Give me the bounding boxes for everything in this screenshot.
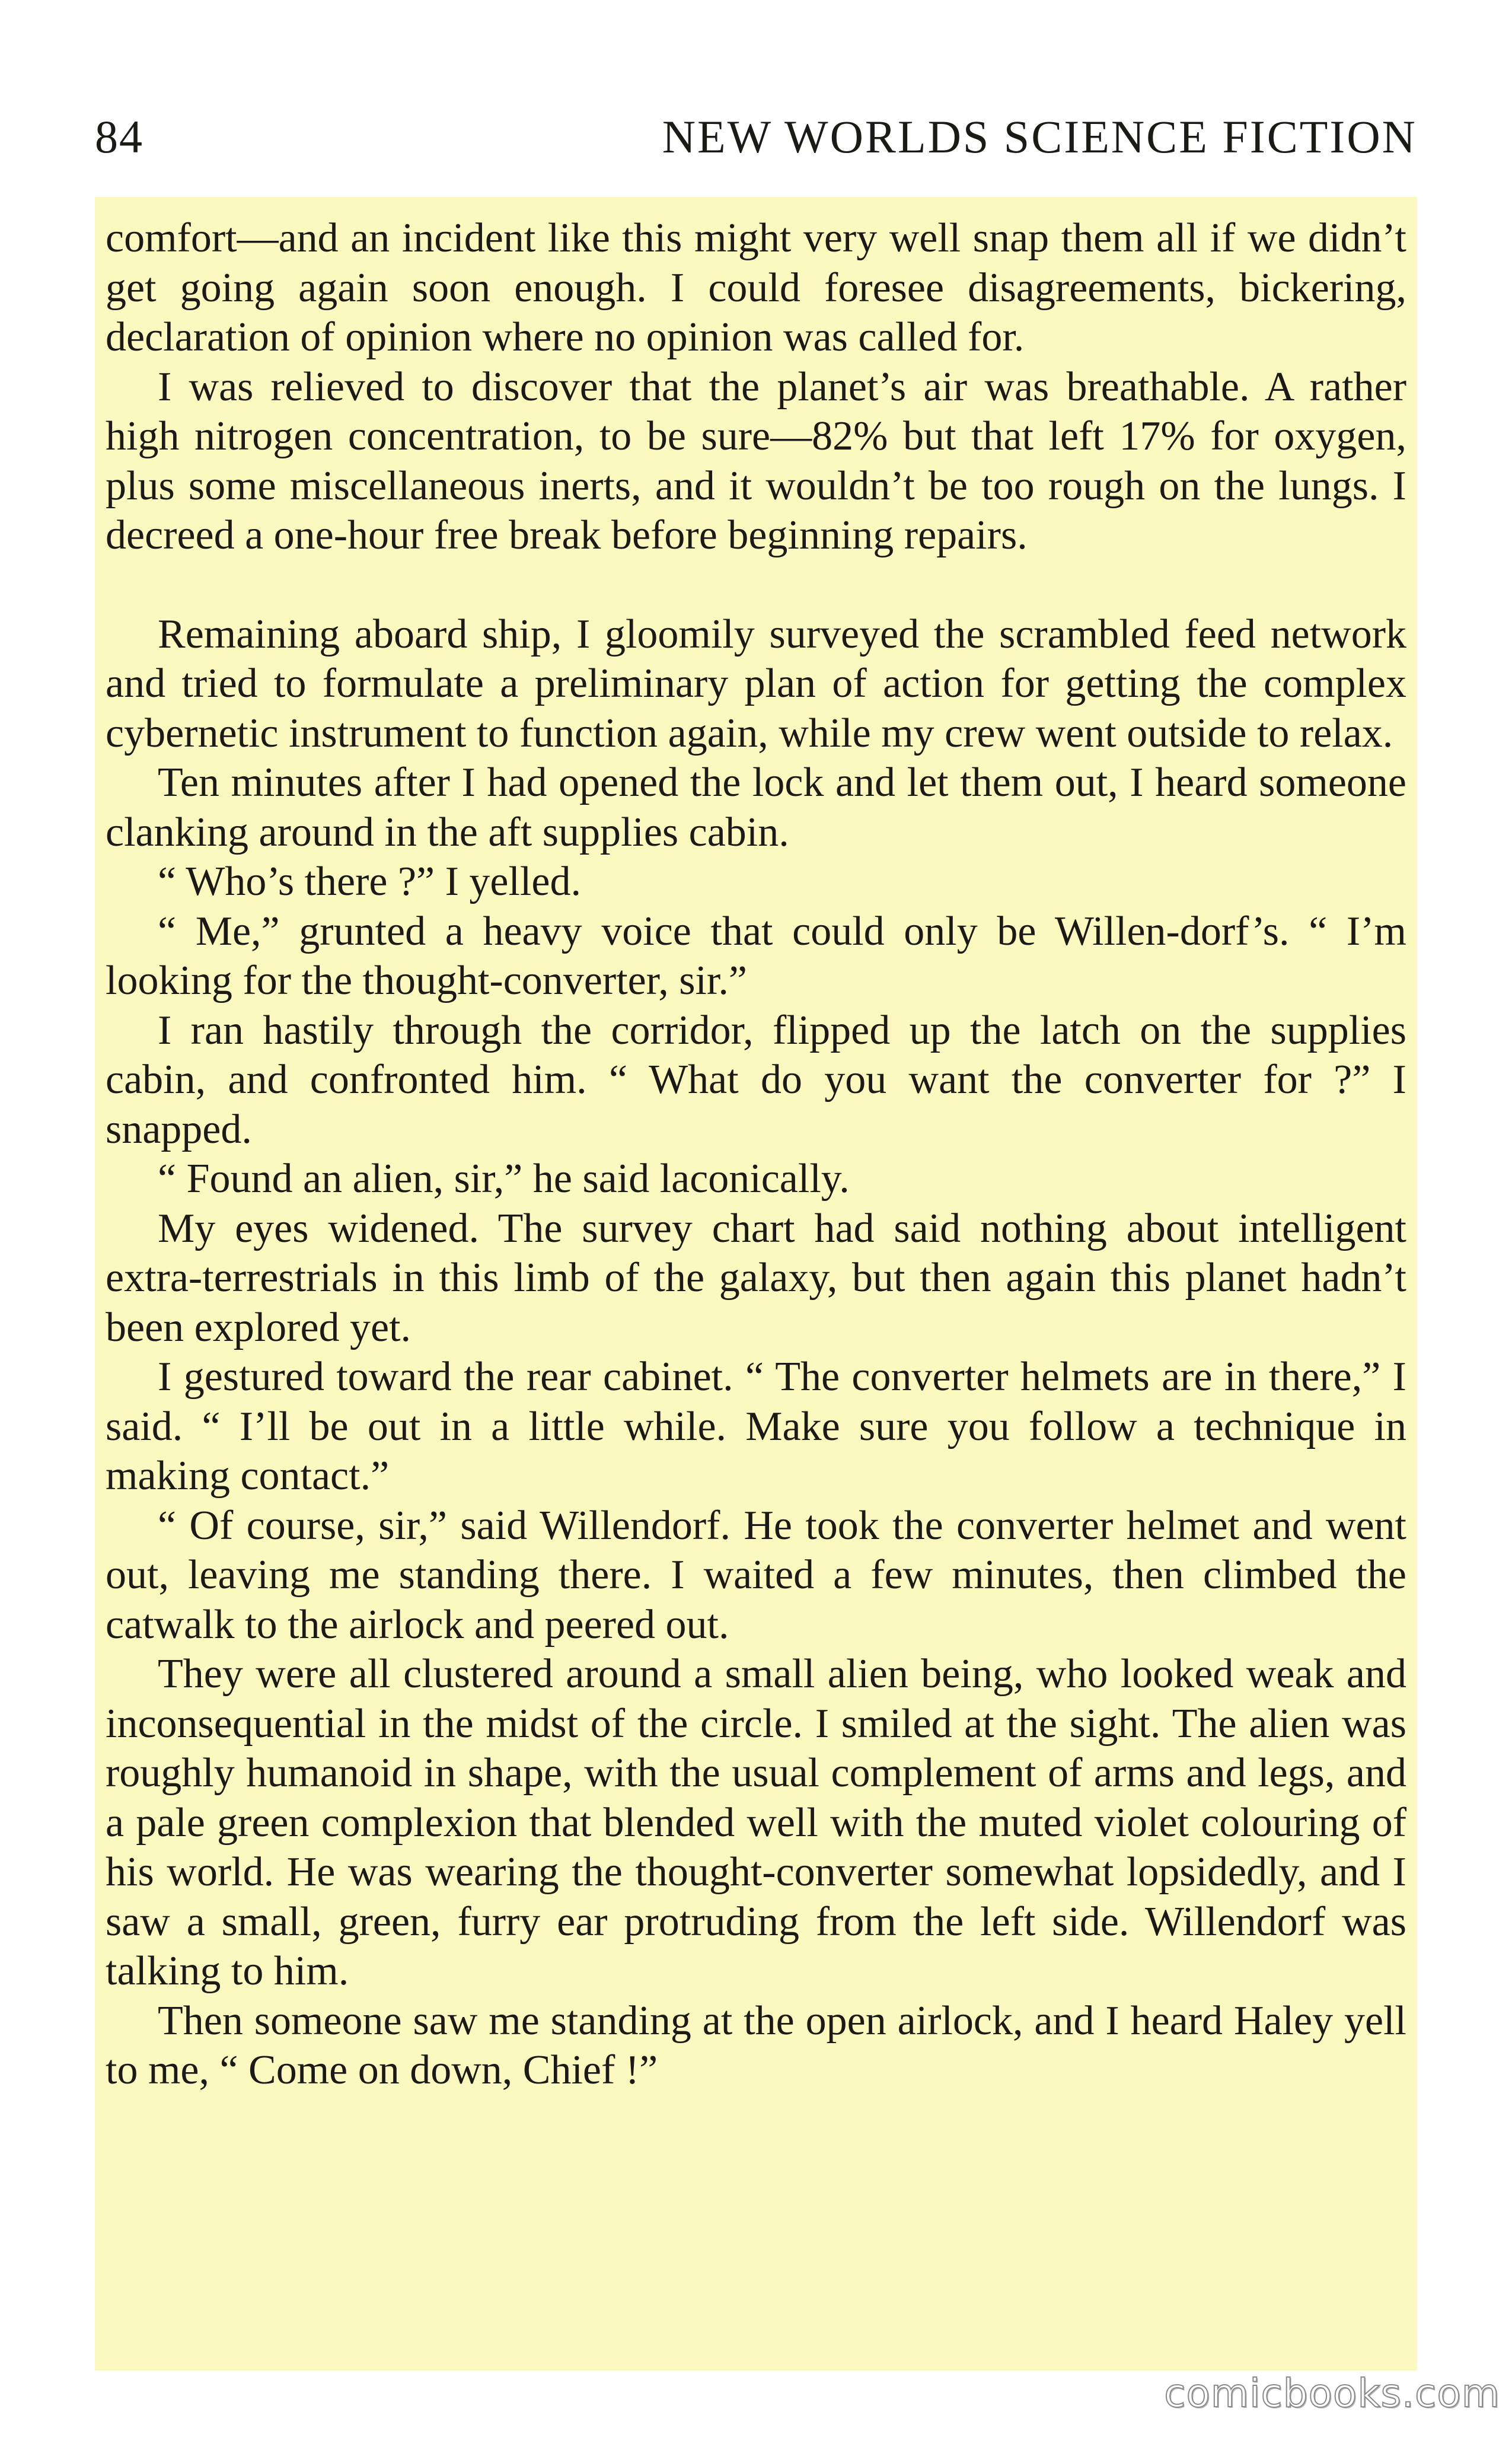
story-paragraph: comfort—and an incident like this might very well snap them all if we didn’t get going again soon enough. I could foresee disagreements, bickering, declaration of opinion where no opinion was called for. bbox=[106, 215, 1406, 360]
watermark-logo: comicbooks.com bbox=[1164, 2370, 1500, 2416]
story-paragraph: “ Who’s there ?” I yelled. bbox=[158, 859, 581, 904]
story-paragraph: “ Found an alien, sir,” he said laconically. bbox=[158, 1156, 850, 1202]
story-paragraph: My eyes widened. The survey chart had said nothing about intelligent extra-terrestrials in this limb of the galaxy, but then again this planet hadn’t been explored yet. bbox=[106, 1205, 1406, 1350]
story-paragraph: “ Me,” grunted a heavy voice that could only be Willen-dorf’s. “ I’m looking for the thought-converter, sir.” bbox=[106, 908, 1406, 1003]
story-paragraph: Remaining aboard ship, I gloomily surveyed the scrambled feed network and tried to formulate a preliminary plan of action for getting the complex cybernetic instrument to function again, while my crew went outside to relax. bbox=[106, 611, 1406, 756]
running-head bbox=[95, 104, 1417, 170]
story-paragraph: “ Of course, sir,” said Willendorf. He took the converter helmet and went out, leaving me standing there. I waited a few minutes, then climbed the catwalk to the airlock and peered out. bbox=[106, 1502, 1406, 1648]
page-number: 84 bbox=[95, 111, 143, 163]
story-text-block bbox=[95, 197, 1417, 2370]
section-break bbox=[106, 560, 1406, 610]
story-paragraph: I was relieved to discover that the planet’s air was breathable. A rather high nitrogen concentration, to be sure—82% but that left 17% for oxygen, plus some miscellaneous inerts, and it wouldn’t be too rough on the lungs. I decreed a one-hour free break before beginning repairs. bbox=[106, 364, 1406, 558]
story-paragraph: Then someone saw me standing at the open airlock, and I heard Haley yell to me, “ Come on down, Chief !” bbox=[106, 1997, 1406, 2093]
magazine-title: NEW WORLDS SCIENCE FICTION bbox=[662, 111, 1417, 163]
story-paragraph: Ten minutes after I had opened the lock and let them out, I heard someone clanking around in the aft supplies cabin. bbox=[106, 760, 1406, 855]
story-paragraph: I ran hastily through the corridor, flipped up the latch on the supplies cabin, and confronted him. “ What do you want the converter for ?” I snapped. bbox=[106, 1007, 1406, 1152]
story-paragraph: They were all clustered around a small alien being, who looked weak and inconsequential in the midst of the circle. I smiled at the sight. The alien was roughly humanoid in shape, with the usual complement of arms and legs, and a pale green complexion that blended well with the muted violet colouring of his world. He was wearing the thought-converter somewhat lopsidedly, and I saw a small, green, furry ear protruding from the left side. Willendorf was talking to him. bbox=[106, 1651, 1406, 1994]
story-paragraph: I gestured toward the rear cabinet. “ The converter helmets are in there,” I said. “ I’ll be out in a little while. Make sure you follow a technique in making contact.” bbox=[106, 1354, 1406, 1499]
